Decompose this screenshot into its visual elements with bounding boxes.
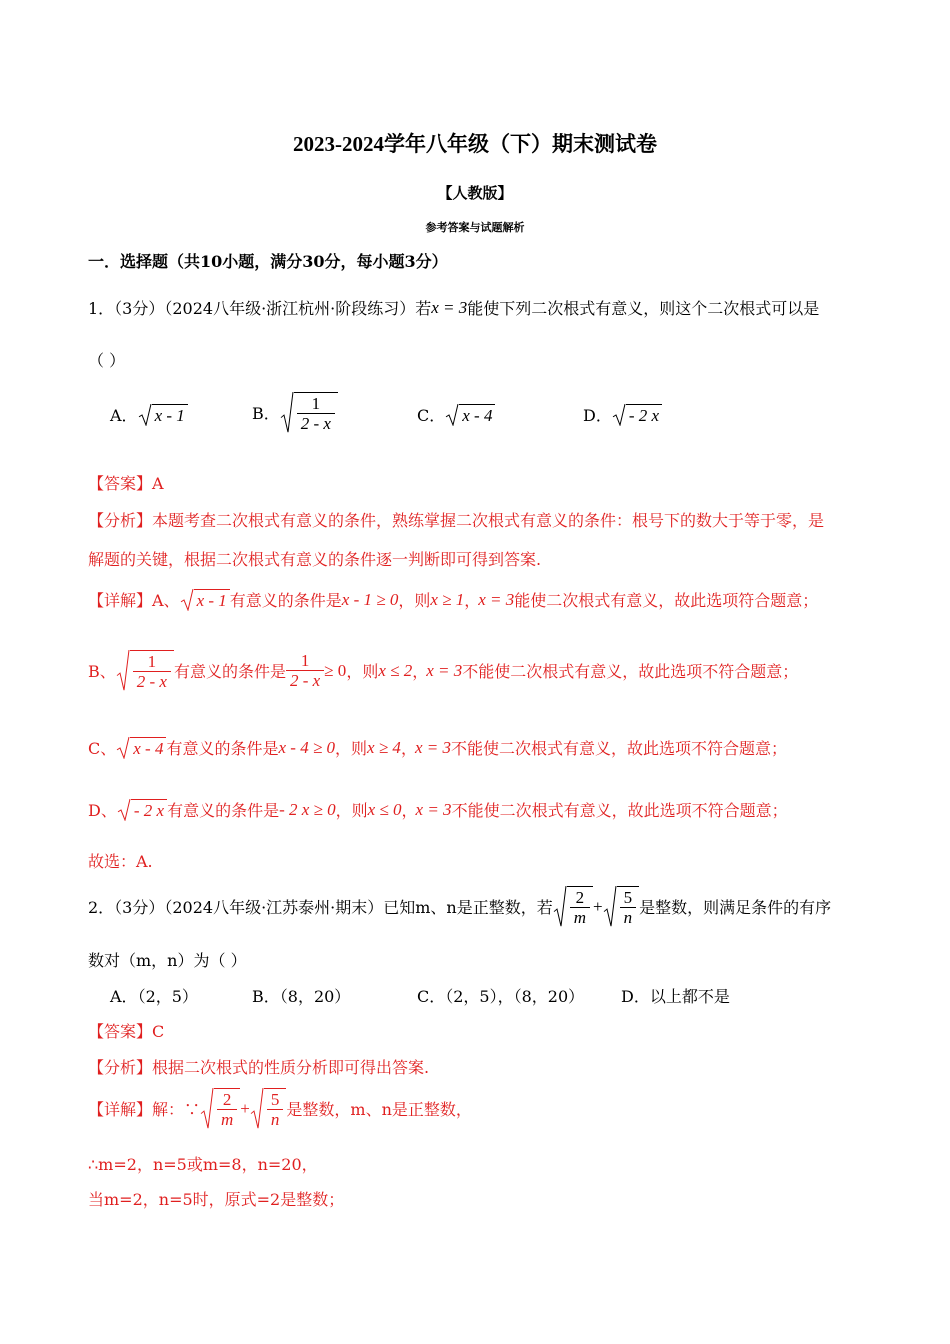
radicand: x - 1 (152, 404, 188, 426)
q1-analysis-line2: 解题的关键，根据二次根式有意义的条件逐一判断即可得到答案. (88, 550, 542, 569)
q1-option-b (252, 392, 338, 433)
q1-stem-text: 1．（3分）（2024八年级·浙江杭州·阶段练习）若 (88, 299, 432, 318)
q1-detail-d: D、 - 2 x 有意义的条件是 - 2 x ≥ 0 ，则 x ≤ 0 ， x = 3 不能使二次根式有意义，故此选项不符合题意； (88, 799, 788, 820)
radicand: x - 4 (459, 404, 495, 426)
q2-answer: 【答案】C (88, 1022, 165, 1041)
q2-therefore: ∴m=2，n=5或m=8，n=20， (88, 1155, 318, 1174)
q2-stem-line2: 数对（m，n）为（ ） (88, 951, 247, 970)
q2-detail: 【详解】解：∵ $\frac{2}{m}$ + $\frac{5}{n}$ 是整数，m、n是正整数， (88, 1090, 472, 1129)
radical: x - 1 (180, 589, 230, 611)
section-heading: 一．选择题（共10小题，满分30分，每小题3分） (88, 252, 448, 271)
radical: x - 4 (116, 737, 166, 759)
radical (280, 392, 338, 433)
q1-stem (88, 296, 819, 319)
q2-option-b: B．（8，20） (252, 987, 351, 1006)
radical: $\frac{2}{m}$ (200, 1088, 240, 1129)
option-label: A． (110, 406, 138, 425)
radical: $\frac{5}{n}$ (603, 886, 640, 927)
q1-condition: x = 3 (431, 297, 468, 317)
q2-when: 当m=2，n=5时，原式=2是整数； (88, 1190, 345, 1209)
radical: $\frac{5}{n}$ (250, 1088, 287, 1129)
q1-analysis-line1: 【分析】本题考查二次根式有意义的条件，熟练掌握二次根式有意义的条件：根号下的数大于等于零，是 (88, 511, 825, 530)
fraction: $\frac{1}{2 - x}$ (297, 394, 335, 433)
page-title: 2023-2024学年八年级（下）期末测试卷 (293, 132, 657, 156)
fraction: $\frac{1}{2 - x}$ (286, 651, 324, 690)
radical: $\frac{1}{2 - x}$ (116, 650, 174, 691)
q2-analysis: 【分析】根据二次根式的性质分析即可得出答案. (88, 1058, 430, 1077)
q1-conclusion: 故选：A. (88, 852, 153, 871)
q1-option-a (110, 403, 188, 426)
q1-stem-rest: 能使下列二次根式有意义，则这个二次根式可以是 (467, 299, 820, 318)
radical (445, 404, 495, 426)
q2-option-d: D．以上都不是 (621, 987, 730, 1006)
q1-answer: 【答案】A (88, 474, 164, 493)
q1-detail-a: 【详解】A、 x - 1 有意义的条件是 x - 1 ≥ 0 ，则 x ≥ 1 ， x = 3 能使二次根式有意义，故此选项符合题意； (88, 589, 819, 610)
q1-detail-c: C、 x - 4 有意义的条件是 x - 4 ≥ 0 ，则 x ≥ 4 ， x = 3 不能使二次根式有意义，故此选项不符合题意； (88, 737, 787, 758)
option-label: D． (583, 406, 612, 425)
radical (138, 404, 188, 426)
q1-option-d (583, 403, 662, 426)
q2-option-a: A．（2，5） (110, 987, 198, 1006)
radical: $\frac{2}{m}$ (553, 886, 593, 927)
q1-option-c (417, 403, 495, 426)
option-label: B． (252, 404, 280, 423)
edition-label: 【人教版】 (437, 184, 513, 202)
radical: - 2 x (117, 799, 167, 821)
radical (612, 404, 662, 426)
q2-stem: 2．（3分）（2024八年级·江苏泰州·期末）已知m、n是正整数，若 $\frac{2}{m}$ + $\frac{5}{n}$ 是整数，则满足条件的有序 (88, 888, 832, 927)
q1-detail-b: B、 $\frac{1}{2 - x}$ 有意义的条件是 $\frac{1}{2 - x}$ ≥ 0 ，则 x ≤ 2 ， x = 3 不能使二次根式有意义，故此选项不符合题意； (88, 651, 799, 691)
q1-paren: （ ） (88, 351, 126, 370)
subtitle: 参考答案与试题解析 (425, 221, 525, 234)
q2-option-c: C．（2，5），（8，20） (417, 987, 585, 1006)
option-label: C． (417, 406, 446, 425)
radicand: - 2 x (626, 404, 662, 426)
